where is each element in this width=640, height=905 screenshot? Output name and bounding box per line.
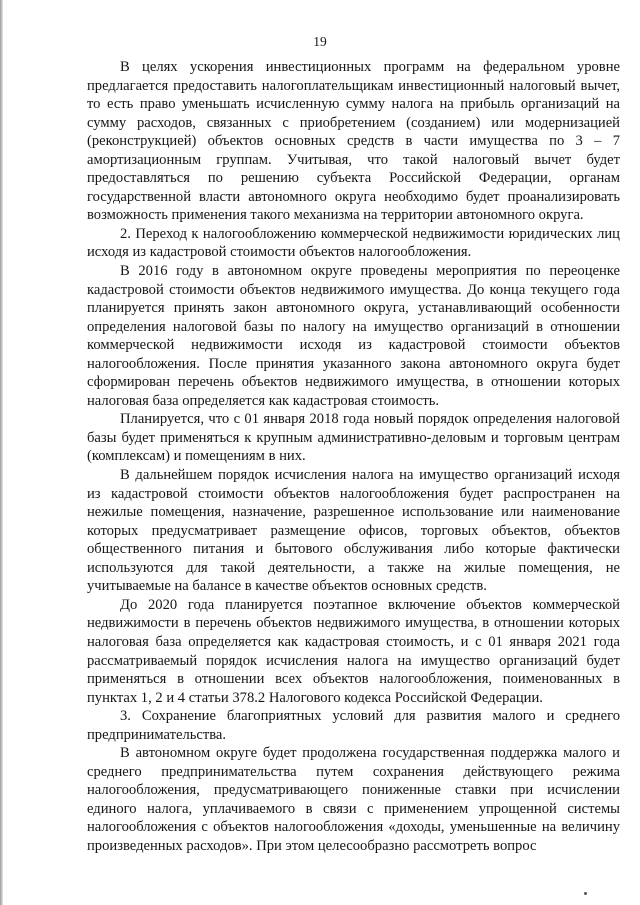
paragraph-2020-plan: До 2020 года планируется поэтапное включение объектов коммерческой недвижимости в перечень объектов недвижимого имущества, в отношении которых налоговая база определяется как кадастровая стоимость, и с 01 января 2021 года рассматриваемый порядок исчисления налога на имущество организаций будет применяться в отношении всех объектов налогообложения, поименованных в пунктах 1, 2 и 4 статьи 378.2 Налогового кодекса Российской Федерации.	[87, 596, 620, 706]
page-edge	[0, 0, 3, 905]
paragraph-small-business-support: В автономном округе будет продолжена государственная поддержка малого и среднего предпринимательства путем сохранения действующего режима налогообложения, предусматривающего пониженные ставки при исчислении единого налога, уплачиваемого в связи с применением упрощенной системы налогообложения с объектов налогообложения «доходы, уменьшенные на величину произведенных расходов». При этом целесообразно рассмотреть вопрос	[87, 745, 620, 854]
page-number: 19	[313, 34, 327, 49]
document-body	[87, 58, 620, 856]
paragraph-cadastral-revaluation: В 2016 году в автономном округе проведены мероприятия по переоценке кадастровой стоимости объектов недвижимого имущества. До конца текущего года планируется принять закон автономного округа, устанавливающий особенности определения налоговой базы по налогу на имущество организаций в отношении коммерческой недвижимости исходя из кадастровой стоимости объектов налогообложения. После принятия указанного закона автономного округа будет сформирован перечень объектов недвижимого имущества, в отношении которых налоговая база определяется как кадастровая стоимость.	[87, 263, 620, 409]
paragraph-investment-deduction: В целях ускорения инвестиционных программ на федеральном уровне предлагается предоставить налогоплательщикам инвестиционный налоговый вычет, то есть право уменьшать исчисленную сумму налога на прибыль организаций на сумму расходов, связанных с приобретением (созданием) или модернизацией (реконструкцией) объектов основных средств в части имущества по 3 – 7 амортизационным группам. Учитывая, что такой налоговый вычет будет предоставляться по решению субъекта Российской Федерации, органам государственной власти автономного округа необходимо будет проанализировать возможность применения такого механизма на территории автономного округа.	[87, 59, 620, 224]
paragraph-further-extension: В дальнейшем порядок исчисления налога на имущество организаций исходя из кадастровой стоимости объектов налогообложения будет распространен на нежилые помещения, назначение, разрешенное использование или наименование которых предусматривает размещение офисов, торговых объектов, объектов общественного питания и бытового обслуживания либо которые фактически используются для такой деятельности, а также на жилые помещения, не учитываемые на балансе в качестве объектов основных средств.	[87, 467, 620, 595]
scan-speck	[584, 892, 587, 895]
paragraph-2018-plan: Планируется, что с 01 января 2018 года новый порядок определения налоговой базы будет применяться к крупным административно-деловым и торговым центрам (комплексам) и помещениям в них.	[87, 411, 620, 465]
heading-small-business: 3. Сохранение благоприятных условий для развития малого и среднего предпринимательства.	[87, 708, 620, 743]
heading-commercial-property: 2. Переход к налогообложению коммерческой недвижимости юридических лиц исходя из кадастровой стоимости объектов налогообложения.	[87, 225, 620, 261]
